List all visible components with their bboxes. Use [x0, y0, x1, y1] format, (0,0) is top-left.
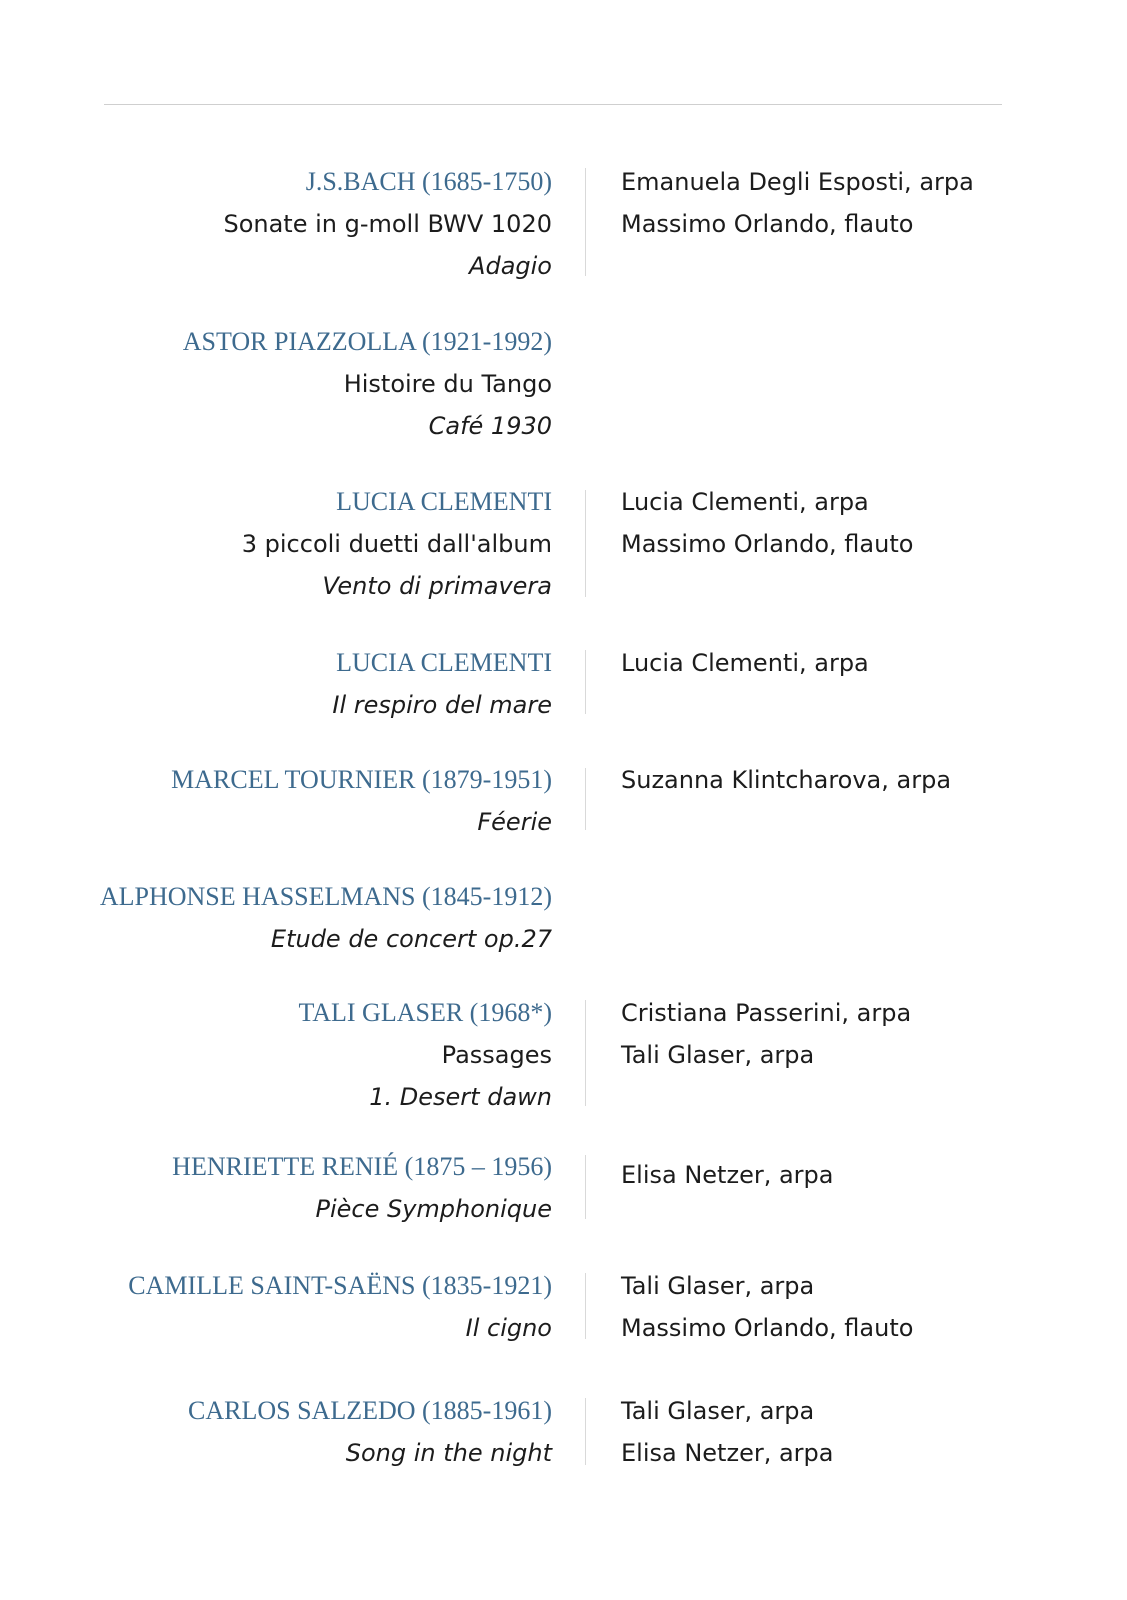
work-details — [188, 1390, 552, 1474]
performer-name: Massimo Orlando, flauto — [621, 530, 914, 558]
performer-name: Suzanna Klintcharova, arpa — [621, 766, 952, 794]
work-title: 3 piccoli duetti dall'album — [241, 530, 552, 558]
composer-name: LUCIA CLEMENTI — [336, 648, 552, 677]
column-divider — [585, 650, 586, 714]
column-divider — [585, 768, 586, 830]
performer-name: Elisa Netzer, arpa — [621, 1161, 834, 1189]
movement-title: Il respiro del mare — [332, 691, 552, 719]
work-details — [332, 642, 552, 726]
performer-name: Massimo Orlando, flauto — [621, 1314, 914, 1342]
column-divider — [585, 1398, 586, 1465]
movement-title: 1. Desert dawn — [369, 1083, 552, 1111]
performers — [621, 161, 974, 245]
work-details — [128, 1265, 552, 1349]
composer-name: CARLOS SALZEDO (1885-1961) — [188, 1396, 552, 1425]
movement-title: Il cigno — [465, 1314, 552, 1342]
work-details — [100, 876, 552, 960]
composer-name: J.S.BACH (1685-1750) — [305, 167, 552, 196]
movement-title: Etude de concert op.27 — [270, 925, 552, 953]
performers — [621, 1154, 833, 1196]
performer-name: Massimo Orlando, flauto — [621, 210, 914, 238]
performers — [621, 642, 869, 684]
work-details — [223, 161, 552, 287]
work-title: Passages — [441, 1041, 552, 1069]
performer-name: Tali Glaser, arpa — [621, 1041, 815, 1069]
composer-name: HENRIETTE RENIÉ (1875 – 1956) — [172, 1152, 552, 1181]
work-title: Sonate in g-moll BWV 1020 — [223, 210, 552, 238]
composer-name: ASTOR PIAZZOLLA (1921-1992) — [182, 327, 552, 356]
performers — [621, 1265, 913, 1349]
column-divider — [585, 1273, 586, 1339]
composer-name: MARCEL TOURNIER (1879-1951) — [171, 765, 552, 794]
performers — [621, 992, 911, 1076]
performers — [621, 1390, 833, 1474]
performer-name: Elisa Netzer, arpa — [621, 1439, 834, 1467]
performers — [621, 481, 913, 565]
movement-title: Café 1930 — [428, 412, 552, 440]
movement-title: Féerie — [477, 808, 552, 836]
movement-title: Song in the night — [345, 1439, 552, 1467]
movement-title: Adagio — [469, 252, 552, 280]
performer-name: Tali Glaser, arpa — [621, 1272, 815, 1300]
work-details — [298, 992, 552, 1118]
performer-name: Emanuela Degli Esposti, arpa — [621, 168, 974, 196]
composer-name: CAMILLE SAINT-SAËNS (1835-1921) — [128, 1271, 552, 1300]
work-details — [242, 481, 552, 607]
performer-name: Lucia Clementi, arpa — [621, 649, 869, 677]
column-divider — [585, 1155, 586, 1219]
column-divider — [585, 168, 586, 276]
movement-title: Vento di primavera — [322, 572, 552, 600]
composer-name: ALPHONSE HASSELMANS (1845-1912) — [99, 882, 552, 911]
work-details — [171, 759, 552, 843]
performer-name: Cristiana Passerini, arpa — [621, 999, 912, 1027]
performers — [621, 759, 951, 801]
work-details — [183, 321, 552, 447]
movement-title: Pièce Symphonique — [315, 1195, 552, 1223]
performer-name: Lucia Clementi, arpa — [621, 488, 869, 516]
composer-name: LUCIA CLEMENTI — [336, 487, 552, 516]
top-rule — [104, 104, 1002, 105]
composer-name: TALI GLASER (1968*) — [298, 998, 552, 1027]
work-title: Histoire du Tango — [343, 370, 552, 398]
work-details — [172, 1146, 552, 1230]
column-divider — [585, 490, 586, 597]
performer-name: Tali Glaser, arpa — [621, 1397, 815, 1425]
column-divider — [585, 1000, 586, 1106]
